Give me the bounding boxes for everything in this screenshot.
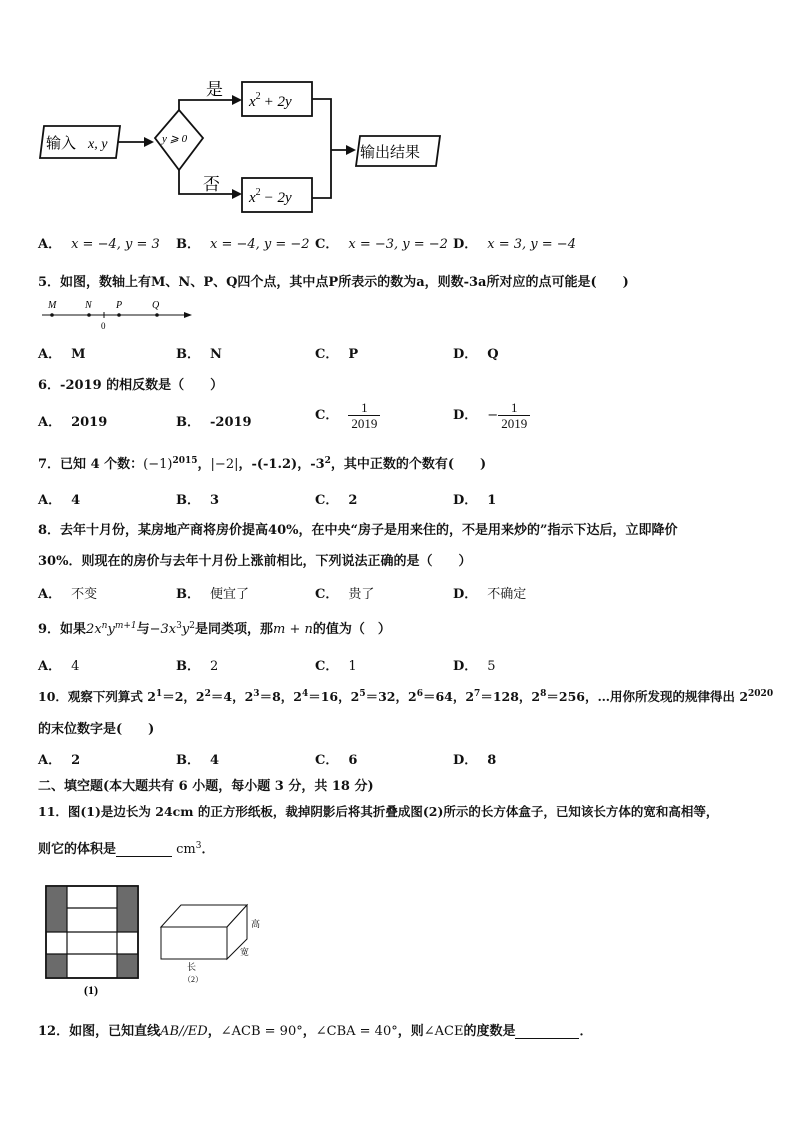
q9-option-d: D． 5	[453, 659, 496, 674]
flowchart-no-rest: − 2y	[263, 190, 292, 206]
flowchart-no-base: x	[249, 190, 256, 206]
q5-text: 5．如图，数轴上有M、N、P、Q四个点，其中点P所表示的数为a，则数-3a所对应的点可能是( )	[38, 275, 629, 290]
flowchart-output-label: 输出结果	[360, 145, 421, 161]
flowchart-yes-label: 是	[206, 80, 223, 99]
q8-option-b: B． 便宜了	[176, 587, 250, 602]
q4-option-d: D． x = 3, y = −4	[453, 237, 576, 252]
q5-number-line	[40, 298, 200, 334]
q11-figure-1	[44, 884, 144, 999]
q9-option-c: C． 1	[315, 659, 357, 674]
flowchart-no-label: 否	[203, 175, 220, 194]
svg-text:x2− 2y	[248, 187, 292, 206]
q10-option-c: C． 6	[315, 753, 358, 768]
flowchart	[38, 70, 458, 220]
q6-option-c: C． $\frac{1}{2019}$	[315, 400, 380, 431]
q7-option-a: A． 4	[38, 493, 81, 508]
q10-option-a: A． 2	[38, 753, 81, 768]
q11-answer-blank[interactable]	[116, 844, 172, 857]
q8-option-a: A． 不变	[38, 587, 98, 602]
q8-option-d: D． 不确定	[453, 587, 527, 602]
q10-option-b: B． 4	[176, 753, 220, 768]
q4-option-b: B． x = −4, y = −2	[176, 237, 310, 252]
q11-fig2-caption: （2）	[183, 975, 203, 984]
flowchart-output-box	[356, 136, 440, 166]
section-2-heading: 二、填空题(本大题共有 6 小题，每小题 3 分，共 18 分)	[38, 779, 374, 794]
q6-option-d: D． − $\frac{1}{2019}$	[453, 400, 530, 431]
q6-fraction-c: $\frac{1}{2019}$	[348, 400, 380, 431]
q9-option-b: B． 2	[176, 659, 219, 674]
flowchart-no-box	[242, 178, 312, 212]
q7-option-b: B． 3	[176, 493, 220, 508]
q12-answer-blank[interactable]	[515, 1026, 579, 1039]
q11-line1: 11．图(1)是边长为 24cm 的正方形纸板，裁掉阴影后将其折叠成图(2)所示的长方体盒子，已知该长方体的宽和高相等，	[38, 804, 719, 819]
q10-option-d: D． 8	[453, 753, 497, 768]
q6-option-a: A． 2019	[38, 415, 108, 430]
q11-line2: 则它的体积是 $cm^3$．	[38, 841, 215, 857]
q11-label-width: 宽	[240, 947, 250, 957]
flowchart-input-vars: x, y	[88, 137, 108, 152]
q6-text: 6．-2019 的相反数是（ ）	[38, 378, 224, 393]
q10-line2: 的末位数字是( )	[38, 722, 155, 737]
q12-text: 12．如图，已知直线AB//ED，∠ACB = 90°，∠CBA = 40°，则∠ACE的度数是 ．	[38, 1024, 593, 1039]
flowchart-no-exp: 2	[255, 187, 261, 198]
flowchart-yes-exp: 2	[255, 91, 261, 102]
flowchart-condition: y ⩾ 0	[162, 133, 188, 145]
q7-option-d: D． 1	[453, 493, 497, 508]
q7-text: 7．已知 4 个数：$(-1)^{2015}$，|−2|，-(-1.2)，$-3^2$，其中正数的个数有( )	[38, 456, 487, 472]
q11-label-height: 高	[251, 919, 261, 929]
flowchart-condition-diamond	[155, 110, 203, 170]
q7-term2: |−2|	[210, 457, 239, 472]
q5-option-a: A． M	[38, 347, 86, 362]
q5-label-zero: 0	[101, 321, 106, 331]
q4-option-c: C． x = −3, y = −2	[315, 237, 448, 252]
flowchart-input-label: 输入	[46, 136, 77, 152]
q4-option-a: A． x = −4, y = 3	[38, 237, 160, 252]
q11-fig1-caption: (1)	[84, 983, 98, 997]
q5-label-q: Q	[152, 300, 160, 311]
svg-text:x2+ 2y	[248, 91, 292, 110]
q7-term1: (−1)	[143, 457, 173, 472]
q5-option-d: D． Q	[453, 347, 499, 362]
q11-figure-2	[155, 895, 275, 990]
q10-line1: 10．观察下列算式 $2^1=2$，$2^2=4$，$2^3=8$，$2^4=16$，$2^5=32$，$2^6=64$，$2^7=128$，$2^8=256$，…用你所发现的规律得出 $2^{2020}$	[38, 689, 774, 704]
q5-option-c: C． P	[315, 347, 359, 362]
q11-label-length: 长	[187, 962, 197, 972]
q5-label-n: N	[85, 300, 92, 311]
q8-line1: 8．去年十月份，某房地产商将房价提高40%，在中央“房子是用来住的，不是用来炒的”指示下达后，立即降价	[38, 523, 678, 538]
q6-option-b: B． -2019	[176, 415, 252, 430]
flowchart-yes-box	[242, 82, 312, 116]
q9-text: 9．如果$2x^ny^{m+1}$与$-3x^3y^2$是同类项，那m + n的值为（ ）	[38, 621, 391, 637]
q6-fraction-d: $\frac{1}{2019}$	[498, 400, 530, 431]
q8-line2: 30%．则现在的房价与去年十月份上涨前相比，下列说法正确的是（ ）	[38, 554, 472, 569]
q8-option-c: C． 贵了	[315, 587, 375, 602]
q5-option-b: B． N	[176, 347, 222, 362]
q5-label-p: P	[116, 300, 123, 311]
q9-option-a: A． 4	[38, 659, 80, 674]
q5-label-m: M	[48, 300, 57, 311]
flowchart-yes-rest: + 2y	[263, 94, 292, 110]
flowchart-input-box	[40, 126, 120, 158]
q7-option-c: C． 2	[315, 493, 358, 508]
flowchart-yes-base: x	[249, 94, 256, 110]
